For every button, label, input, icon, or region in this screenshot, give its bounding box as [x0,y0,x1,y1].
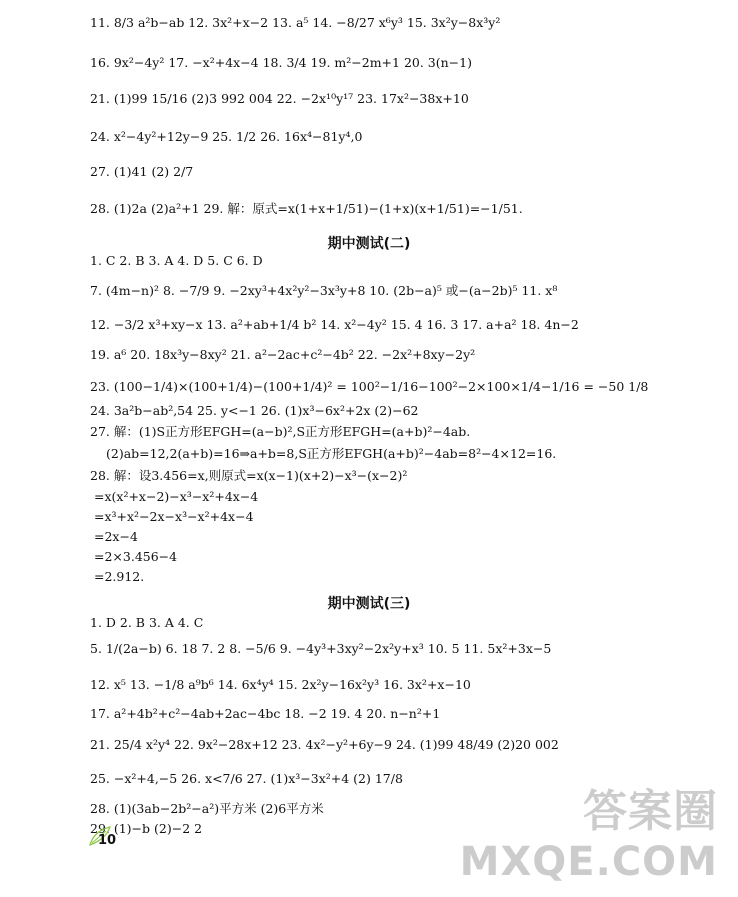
answer-line: 29. (1)−b (2)−2 2 [90,821,203,836]
answer-line: 7. (4m−n)² 8. −7/9 9. −2xy³+4x²y²−3x³y+8 10. (2b−a)⁵ 或−(a−2b)⁵ 11. x⁸ [90,283,558,298]
answer-line: =2x−4 [94,529,138,544]
answer-line: 28. 解：设3.456=x,则原式=x(x−1)(x+2)−x³−(x−2)² [90,468,408,483]
answer-line: 1. D 2. B 3. A 4. C [90,615,204,630]
answer-line: 11. 8/3 a²b−ab 12. 3x²+x−2 13. a⁵ 14. −8/27 x⁶y³ 15. 3x²y−8x³y² [90,15,501,30]
page-number: 10 [98,833,117,848]
answer-line: 19. a⁶ 20. 18x³y−8xy² 21. a²−2ac+c²−4b² 22. −2x²+8xy−2y² [90,347,476,362]
answer-line: 16. 9x²−4y² 17. −x²+4x−4 18. 3/4 19. m²−2m+1 20. 3(n−1) [90,55,472,70]
watermark [460,775,718,885]
answer-line: 21. (1)99 15/16 (2)3 992 004 22. −2x¹⁰y¹⁷ 23. 17x²−38x+10 [90,91,469,106]
answer-line: 5. 1/(2a−b) 6. 18 7. 2 8. −5/6 9. −4y³+3xy²−2x²y+x³ 10. 5 11. 5x²+3x−5 [90,641,552,656]
section-heading-midterm-2: 期中测试(二) [327,236,411,252]
answer-line: 28. (1)(3ab−2b²−a²)平方米 (2)6平方米 [90,801,324,816]
watermark-url: MXQE.COM [459,839,718,885]
answer-line: =x³+x²−2x−x³−x²+4x−4 [94,509,254,524]
answer-line: 1. C 2. B 3. A 4. D 5. C 6. D [90,253,263,268]
answer-line: 21. 25/4 x²y⁴ 22. 9x²−28x+12 23. 4x²−y²+6y−9 24. (1)99 48/49 (2)20 002 [90,737,559,752]
section-heading-midterm-3: 期中测试(三) [327,596,411,612]
answer-line: 27. 解：(1)S正方形EFGH=(a−b)²,S正方形EFGH=(a+b)²−4ab. [90,424,471,439]
answer-line: =2×3.456−4 [94,549,178,564]
answer-line: (2)ab=12,2(a+b)=16⇒a+b=8,S正方形EFGH(a+b)²−4ab=8²−4×12=16. [106,446,557,461]
answer-line: 24. 3a²b−ab²,54 25. y<−1 26. (1)x³−6x²+2x (2)−62 [90,403,419,418]
answer-line: 23. (100−1/4)×(100+1/4)−(100+1/4)² = 100²−1/16−100²−2×100×1/4−1/16 = −50 1/8 [90,379,649,394]
answer-line: 28. (1)2a (2)a²+1 29. 解：原式=x(1+x+1/51)−(1+x)(x+1/51)=−1/51. [90,201,523,216]
answer-line: 24. x²−4y²+12y−9 25. 1/2 26. 16x⁴−81y⁴,0 [90,129,363,144]
answer-line: 17. a²+4b²+c²−4ab+2ac−4bc 18. −2 19. 4 20. n−n²+1 [90,706,441,721]
answer-line: 27. (1)41 (2) 2/7 [90,164,194,179]
answer-line: =x(x²+x−2)−x³−x²+4x−4 [94,489,259,504]
answer-line: 25. −x²+4,−5 26. x<7/6 27. (1)x³−3x²+4 (2) 17/8 [90,771,403,786]
answer-line: 12. x⁵ 13. −1/8 a⁹b⁶ 14. 6x⁴y⁴ 15. 2x²y−16x²y³ 16. 3x²+x−10 [90,677,471,692]
watermark-logo-text: 答案圈 [583,786,718,837]
answer-line: 12. −3/2 x³+xy−x 13. a²+ab+1/4 b² 14. x²−4y² 15. 4 16. 3 17. a+a² 18. 4n−2 [90,317,579,332]
answer-line: =2.912. [94,569,145,584]
